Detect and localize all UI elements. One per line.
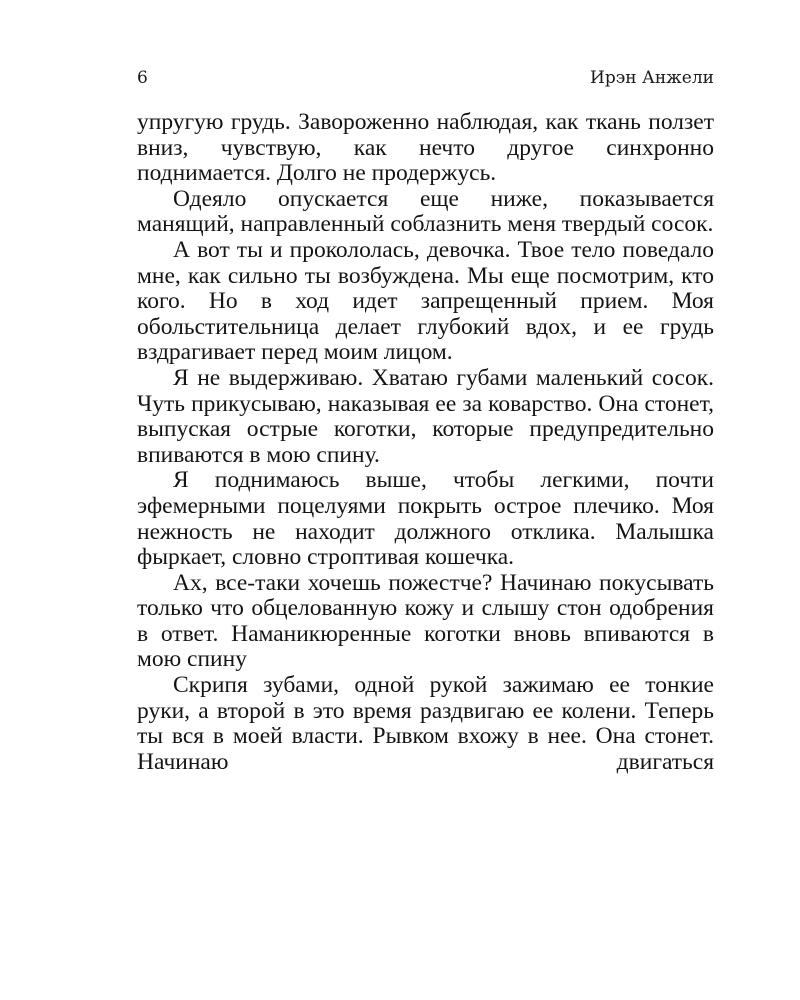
paragraph: Одеяло опускается еще ниже, показывается манящий, направленный соблазнить меня твердый сосок.	[137, 185, 714, 238]
paragraph: А вот ты и прокололась, девочка. Твое тело поведало мне, как сильно ты возбуждена. Мы еще посмотрим, кто кого. Но в ход идет запрещенный прием. Моя обольстительница делает глубокий вдох, и ее грудь вздрагивает перед моим лицом.	[137, 236, 714, 366]
paragraph: упругую грудь. Завороженно наблюдая, как ткань ползет вниз, чувствую, как нечто другое синхронно поднимается. Долго не продержусь.	[137, 109, 714, 187]
paragraph: Скрипя зубами, одной рукой зажимаю ее тонкие руки, а второй в это время раздвигаю ее колени. Теперь ты вся в моей власти. Рывком вхожу в нее. Она стонет. Начинаю двигаться	[137, 672, 714, 775]
author-name: Ирэн Анжели	[590, 68, 714, 88]
page-number: 6	[137, 68, 148, 88]
text-body	[137, 110, 714, 775]
running-head	[137, 68, 714, 92]
paragraph: Ах, все-таки хочешь пожестче? Начинаю покусывать только что обцелованную кожу и слышу стон одобрения в ответ. Наманикюренные коготки вновь впиваются в мою спину	[137, 569, 714, 673]
paragraph: Я поднимаюсь выше, чтобы легкими, почти эфемерными поцелуями покрыть острое плечико. Моя нежность не находит должного отклика. Малышка фыркает, словно строптивая кошечка.	[137, 467, 714, 571]
paragraph: Я не выдерживаю. Хватаю губами маленький сосок. Чуть прикусываю, наказывая ее за коварство. Она стонет, выпуская острые коготки, которые предупредительно впиваются в мою спину.	[137, 364, 714, 468]
